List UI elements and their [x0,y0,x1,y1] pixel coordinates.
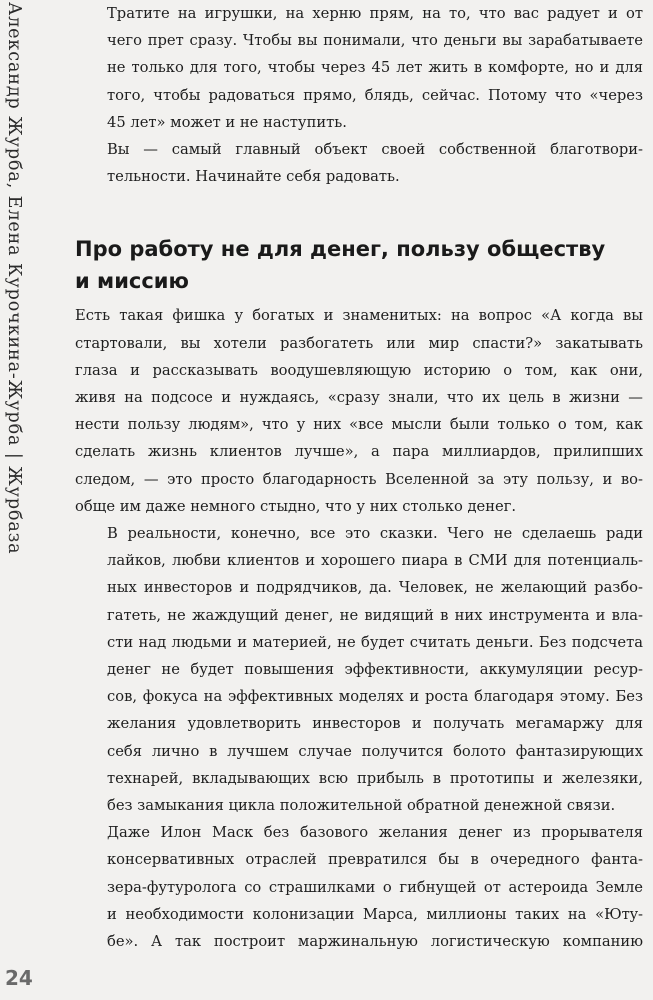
text-line: живя на подсосе и нуждаясь, «сразу знали, что их цель в жизни — [75,389,643,407]
paragraph [75,520,643,819]
text-line: Тратите на игрушки, на херню прям, на то, что вас радует и от [107,5,643,22]
text-line: консервативных отраслей превратился бы в очередного фанта- [107,851,643,869]
text-line: сов, фокуса на эффективных моделях и роста благодаря этому. Без [107,688,643,706]
body-text [75,0,643,955]
section-heading [75,233,643,297]
text-line: стартовали, вы хотели разбогатеть или мир спасти?» закатывать [75,334,643,352]
text-line: 45 лет» может и не наступить. [107,113,347,131]
text-line: и необходимости колонизации Марса, миллионы таких на «Ютy- [107,905,643,923]
page-number: 24 [5,966,33,990]
text-line: желания удовлетворить инвесторов и получать мегамаржу для [107,715,643,733]
text-line: глаза и рассказывать воодушевляющую историю о том, как они, [75,361,643,379]
heading-line: Про работу не для денег, пользу обществу [75,237,606,262]
text-line: лайков, любви клиентов и хорошего пиара в СМИ для потенциаль- [107,552,643,570]
paragraph [75,302,643,520]
text-line: чего прет сразу. Чтобы вы понимали, что деньги вы зарабатываете [107,32,643,50]
text-line: В реальности, конечно, все это сказки. Чего не сделаешь ради [107,525,643,543]
text-line: бе». А так построит маржинальную логистическую компанию [107,933,643,951]
text-line: тельности. Начинайте себя радовать. [107,168,400,186]
paragraph [75,136,643,190]
text-line: сти над людьми и материей, не будет считать деньги. Без подсчета [107,633,643,651]
text-line: не только для того, чтобы через 45 лет жить в комфорте, но и для [107,59,643,77]
text-line: денег не будет повышения эффективности, аккумуляции ресур- [107,661,643,679]
heading-line: и миссию [75,269,189,294]
text-line: ных инвесторов и подрядчиков, да. Человек, не желающий разбо- [107,579,643,597]
paragraph [75,0,643,136]
text-line: обще им даже немного стыдно, что у них столько денег. [75,497,517,515]
text-line: технарей, вкладывающих всю прибыль в прототипы и железяки, [107,769,643,787]
text-line: нести пользу людям», что у них «все мысли были только о том, как [75,416,643,434]
text-line: себя лично в лучшем случае получится болото фантазирующих [107,742,643,760]
paragraph [75,819,643,955]
text-line: того, чтобы радоваться прямо, блядь, сейчас. Потому что «через [107,86,643,104]
text-line: сделать жизнь клиентов лучше», а пара миллиардов, прилипших [75,443,643,461]
text-line: зера-футуролога со страшилками о гибнущей от астероида Земле [107,878,643,896]
text-line: без замыкания цикла положительной обратной денежной связи. [107,797,616,815]
running-head: Александр Журба, Елена Курочкина-Журба | Журбаза [4,2,24,555]
text-line: Даже Илон Маск без базового желания денег из прорывателя [107,824,643,842]
text-line: следом, — это просто благодарность Вселенной за эту пользу, и во- [75,470,643,488]
text-line: Есть такая фишка у богатых и знаменитых: на вопрос «А когда вы [75,307,643,325]
text-line: гатеть, не жаждущий денег, не видящий в них инструмента и вла- [107,606,643,624]
text-line: Вы — самый главный объект своей собственной благотвори- [107,141,643,159]
